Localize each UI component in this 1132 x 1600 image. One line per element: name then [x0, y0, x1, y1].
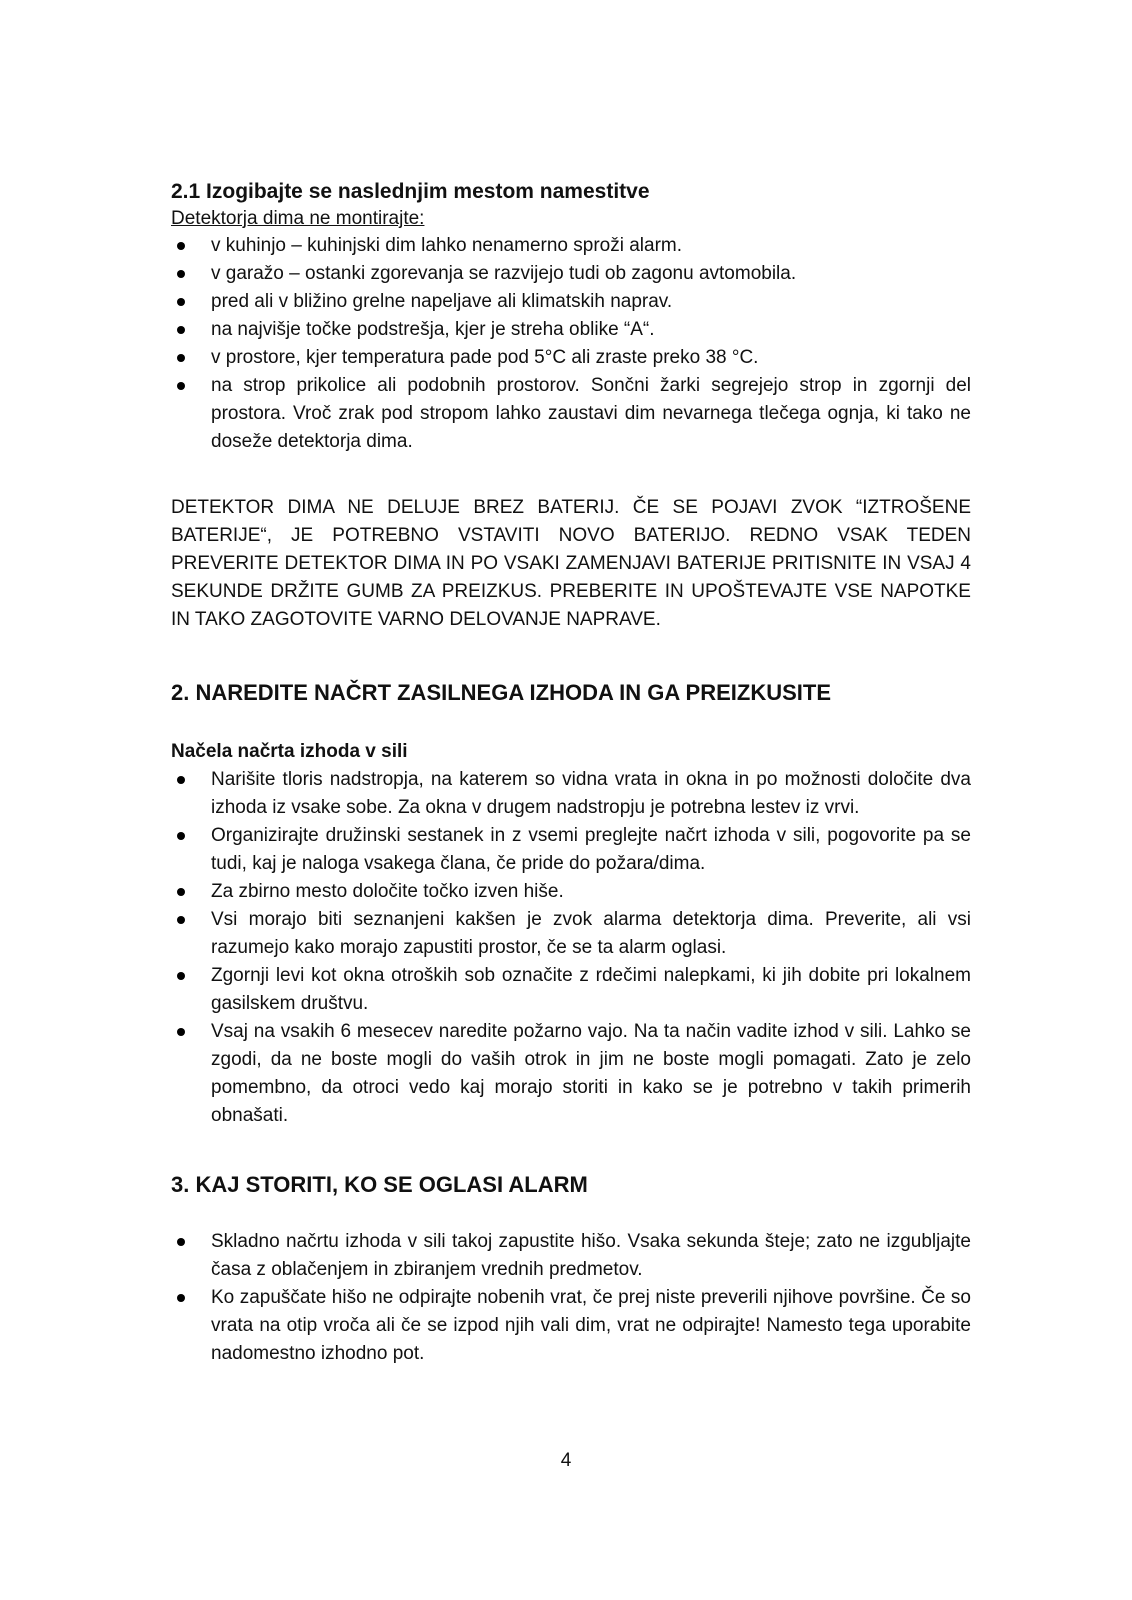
bullet-icon: [177, 1238, 185, 1246]
list-item: v prostore, kjer temperatura pade pod 5°C ali zraste preko 38 °C.: [171, 344, 971, 372]
bullet-icon: [177, 270, 185, 278]
list-item: na najvišje točke podstrešja, kjer je streha oblike “A“.: [171, 316, 971, 344]
section-2-1-list: [171, 232, 971, 456]
bullet-icon: [177, 298, 185, 306]
list-item: Ko zapuščate hišo ne odpirajte nobenih vrat, če prej niste preverili njihove površine. Če so vrata na otip vroča ali če se izpod njih vali dim, vrat ne odpirajte! Namesto tega uporabite nadomestno izhodno pot.: [171, 1284, 971, 1368]
list-item: Skladno načrtu izhoda v sili takoj zapustite hišo. Vsaka sekunda šteje; zato ne izgubljajte časa z oblačenjem in zbiranjem vrednih predmetov.: [171, 1228, 971, 1284]
bullet-icon: [177, 1028, 185, 1036]
bullet-icon: [177, 242, 185, 250]
list-item: Vsaj na vsakih 6 mesecev naredite požarno vajo. Na ta način vadite izhod v sili. Lahko se zgodi, da ne boste mogli do vaših otrok in jim ne boste mogli pomagati. Zato je zelo pomembno, da otroci vedo kaj morajo storiti in kako se je potrebno v takih primerih obnašati.: [171, 1018, 971, 1130]
bullet-icon: [177, 382, 185, 390]
bullet-icon: [177, 888, 185, 896]
list-item: Vsi morajo biti seznanjeni kakšen je zvok alarma detektorja dima. Preverite, ali vsi razumejo kako morajo zapustiti prostor, če se ta alarm oglasi.: [171, 906, 971, 962]
bullet-icon: [177, 326, 185, 334]
list-item: v garažo – ostanki zgorevanja se razvijejo tudi ob zagonu avtomobila.: [171, 260, 971, 288]
bullet-icon: [177, 916, 185, 924]
list-item: Organizirajte družinski sestanek in z vsemi preglejte načrt izhoda v sili, pogovorite pa se tudi, kaj je naloga vsakega člana, če pride do požara/dima.: [171, 822, 971, 878]
bullet-icon: [177, 776, 185, 784]
list-item: na strop prikolice ali podobnih prostorov. Sončni žarki segrejejo strop in zgornji del prostora. Vroč zrak pod stropom lahko zaustavi dim nevarnega tlečega ognja, ki tako ne doseže detektorja dima.: [171, 372, 971, 456]
bullet-icon: [177, 354, 185, 362]
section-3-heading: 3. KAJ STORITI, KO SE OGLASI ALARM: [171, 1172, 588, 1197]
section-3-list: [171, 1228, 971, 1368]
bullet-icon: [177, 832, 185, 840]
list-item: Zgornji levi kot okna otroških sob označite z rdečimi nalepkami, ki jih dobite pri lokalnem gasilskem društvu.: [171, 962, 971, 1018]
section-2-subheading: Načela načrta izhoda v sili: [171, 741, 408, 762]
battery-warning: DETEKTOR DIMA NE DELUJE BREZ BATERIJ. ČE SE POJAVI ZVOK “IZTROŠENE BATERIJE“, JE POTREBNO VSTAVITI NOVO BATERIJO. REDNO VSAK TEDEN PREVERITE DETEKTOR DIMA IN PO VSAKI ZAMENJAVI BATERIJE PRITISNITE IN VSAJ 4 SEKUNDE DRŽITE GUMB ZA PREIZKUS. PREBERITE IN UPOŠTEVAJTE VSE NAPOTKE IN TAKO ZAGOTOVITE VARNO DELOVANJE NAPRAVE.: [171, 497, 971, 630]
list-item: pred ali v bližino grelne napeljave ali klimatskih naprav.: [171, 288, 971, 316]
section-2-1-intro: Detektorja dima ne montirajte:: [171, 208, 425, 229]
section-2-list: [171, 766, 971, 1130]
list-item: v kuhinjo – kuhinjski dim lahko nenamerno sproži alarm.: [171, 232, 971, 260]
page-number: 4: [560, 1450, 572, 1471]
section-2-1-heading: 2.1 Izogibajte se naslednjim mestom namestitve: [171, 180, 650, 203]
list-item: Za zbirno mesto določite točko izven hiše.: [171, 878, 971, 906]
section-2-heading: 2. NAREDITE NAČRT ZASILNEGA IZHODA IN GA PREIZKUSITE: [171, 680, 832, 705]
document-page: [171, 178, 971, 1368]
list-item: Narišite tloris nadstropja, na katerem so vidna vrata in okna in po možnosti določite dva izhoda iz vsake sobe. Za okna v drugem nadstropju je potrebna lestev iz vrvi.: [171, 766, 971, 822]
bullet-icon: [177, 972, 185, 980]
bullet-icon: [177, 1294, 185, 1302]
